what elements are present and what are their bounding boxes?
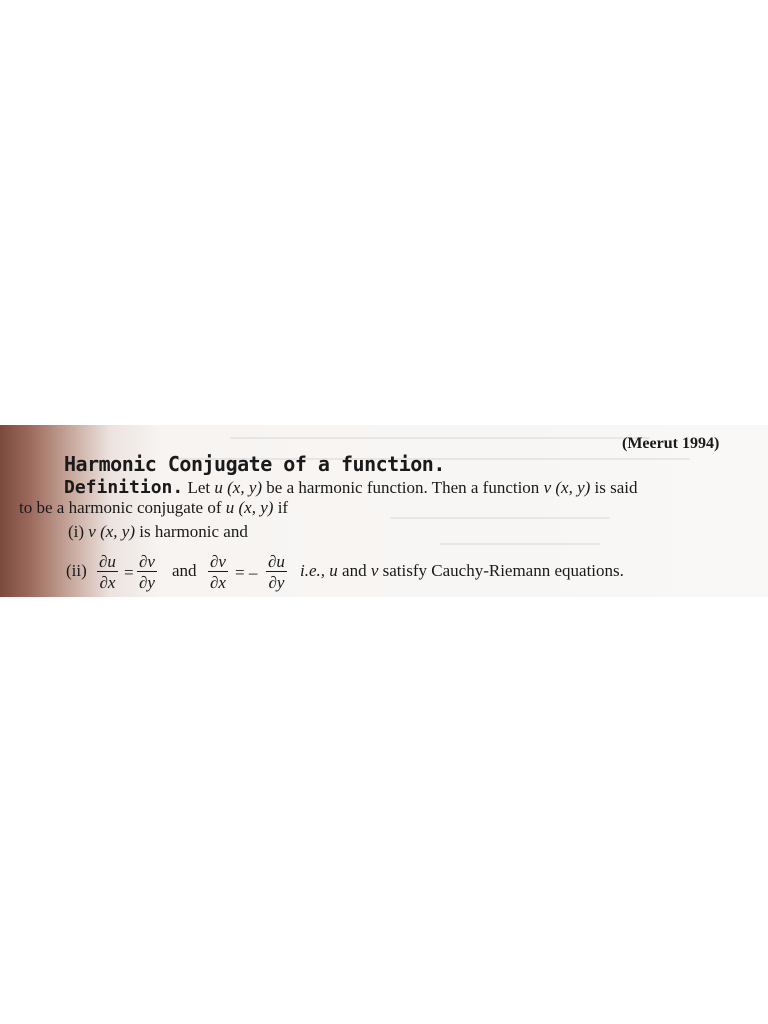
and-word-2: and: [342, 561, 367, 580]
definition-text-e: if: [277, 498, 289, 517]
section-heading: Harmonic Conjugate of a function.: [64, 452, 445, 476]
source-reference: (Meerut 1994): [622, 435, 720, 452]
fraction-numerator: ∂u: [99, 552, 116, 571]
u-of-xy: u (x, y): [214, 478, 263, 497]
and-word: and: [172, 561, 197, 580]
fraction-du-dy: [266, 553, 287, 591]
u-of-xy-2: u (x, y): [225, 498, 274, 517]
definition-text-c: is said: [594, 478, 638, 497]
fraction-denominator: ∂x: [99, 573, 116, 592]
v-of-xy: v (x, y): [543, 478, 591, 497]
fraction-denominator: ∂y: [268, 573, 285, 592]
fraction-numerator: ∂v: [210, 552, 226, 571]
condition-i-text: is harmonic and: [139, 522, 248, 541]
fraction-dv-dy: [137, 553, 157, 591]
definition-text-a: Let: [187, 478, 211, 497]
v-variable: v: [370, 561, 379, 580]
fraction-numerator: ∂v: [139, 552, 155, 571]
condition-i-v-of-xy: v (x, y): [88, 522, 136, 541]
condition-i: [68, 522, 248, 542]
u-variable: u: [329, 561, 338, 580]
condition-ii-tail: [300, 561, 624, 581]
condition-i-label: (i): [68, 522, 85, 541]
equals-sign: =: [124, 563, 134, 582]
definition-line-1: [64, 477, 638, 498]
definition-text-b: be a harmonic function. Then a function: [266, 478, 540, 497]
fraction-denominator: ∂y: [139, 573, 155, 592]
definition-text-d: to be a harmonic conjugate of: [19, 498, 222, 517]
fraction-numerator: ∂u: [268, 552, 285, 571]
definition-label: Definition.: [64, 477, 184, 498]
condition-ii-label: (ii): [66, 561, 87, 580]
equals-minus-sign: = –: [235, 563, 258, 582]
definition-line-2: [19, 498, 288, 518]
ie-abbreviation: i.e.,: [300, 561, 326, 580]
fraction-denominator: ∂x: [210, 573, 226, 592]
fraction-du-dx: [97, 553, 118, 591]
fraction-dv-dx: [208, 553, 228, 591]
condition-ii-text: satisfy Cauchy-Riemann equations.: [382, 561, 624, 580]
